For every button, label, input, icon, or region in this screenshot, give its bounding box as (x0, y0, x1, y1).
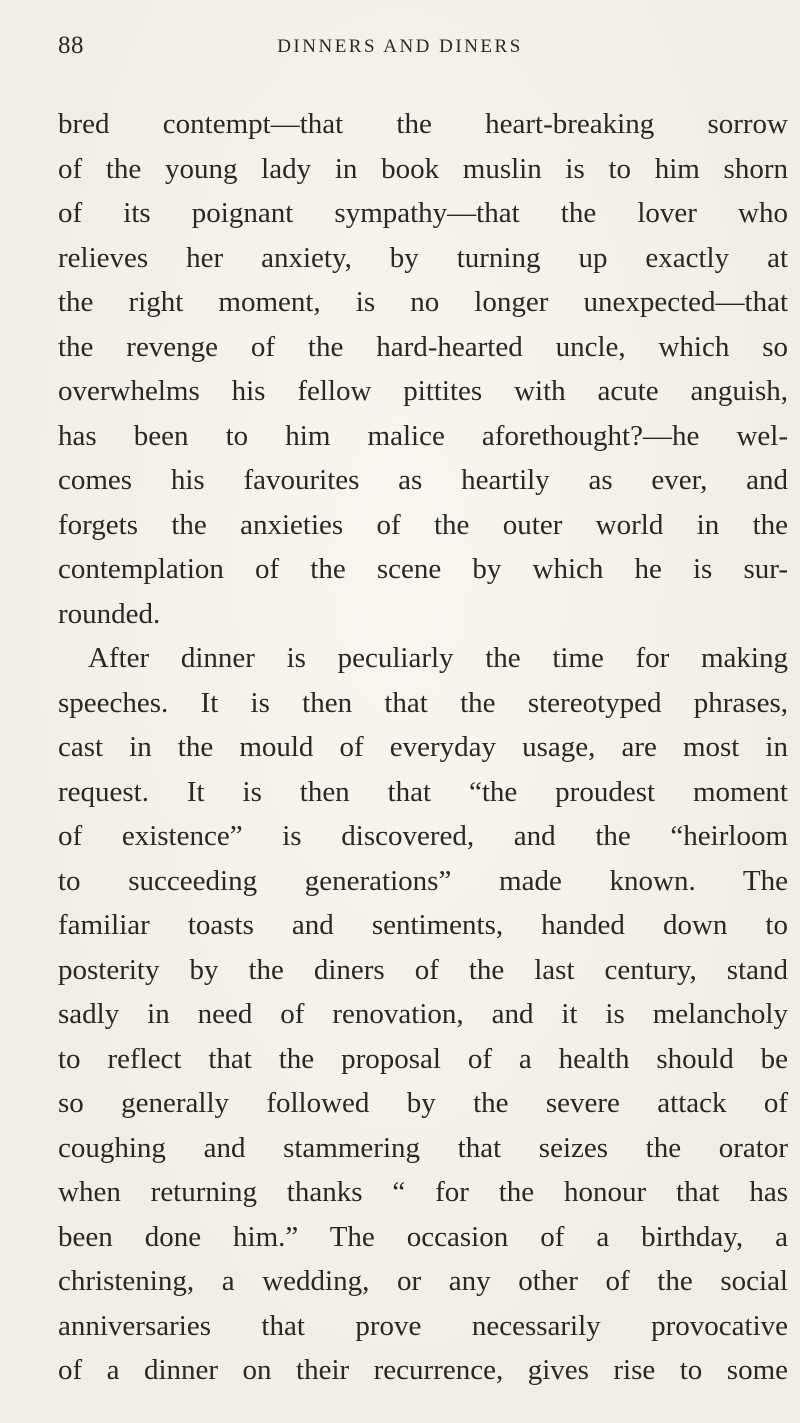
text-line: bred contempt—that the heart-breaking sorrow (58, 108, 788, 140)
text-line: of the young lady in book muslin is to him shorn (58, 152, 788, 185)
text-line: forgets the anxieties of the outer world in the (58, 508, 788, 541)
text-line: of existence” is discovered, and the “heirloom (58, 820, 788, 852)
text-line: posterity by the diners of the last century, stand (58, 953, 788, 986)
text-line: so generally followed by the severe attack of (58, 1087, 788, 1119)
text-line: relieves her anxiety, by turning up exactly at (58, 241, 788, 274)
text-line: anniversaries that prove necessarily provocative (58, 1309, 788, 1342)
text-line: speeches. It is then that the stereotyped phrases, (58, 686, 788, 719)
text-line: overwhelms his fellow pittites with acute anguish, (58, 375, 788, 407)
text-line: rounded. (58, 597, 161, 630)
text-line: comes his favourites as heartily as ever, and (58, 464, 788, 496)
page-header (0, 30, 800, 70)
page-number: 88 (58, 32, 84, 59)
text-line: coughing and stammering that seizes the orator (58, 1131, 788, 1164)
running-head: DINNERS AND DINERS (277, 36, 523, 57)
paragraph-start-line: After dinner is peculiarly the time for making (88, 642, 788, 674)
text-line: of a dinner on their recurrence, gives rise to some (58, 1354, 788, 1386)
text-line: request. It is then that “the proudest moment (58, 775, 788, 808)
text-line: been done him.” The occasion of a birthday, a (58, 1220, 788, 1253)
body-text (58, 102, 788, 1393)
text-line: the right moment, is no longer unexpected—that (58, 286, 788, 318)
text-line: to reflect that the proposal of a health should be (58, 1042, 788, 1075)
text-line: contemplation of the scene by which he is sur- (58, 553, 788, 585)
text-line: when returning thanks “ for the honour that has (58, 1176, 788, 1208)
text-line: the revenge of the hard-hearted uncle, which so (58, 330, 788, 363)
text-line: familiar toasts and sentiments, handed down to (58, 909, 788, 941)
text-line: to succeeding generations” made known. The (58, 864, 788, 897)
text-line: of its poignant sympathy—that the lover who (58, 197, 788, 229)
text-line: cast in the mould of everyday usage, are most in (58, 731, 788, 763)
text-line: sadly in need of renovation, and it is melancholy (58, 998, 788, 1030)
text-line: has been to him malice aforethought?—he wel- (58, 419, 788, 452)
text-line: christening, a wedding, or any other of the social (58, 1265, 788, 1297)
